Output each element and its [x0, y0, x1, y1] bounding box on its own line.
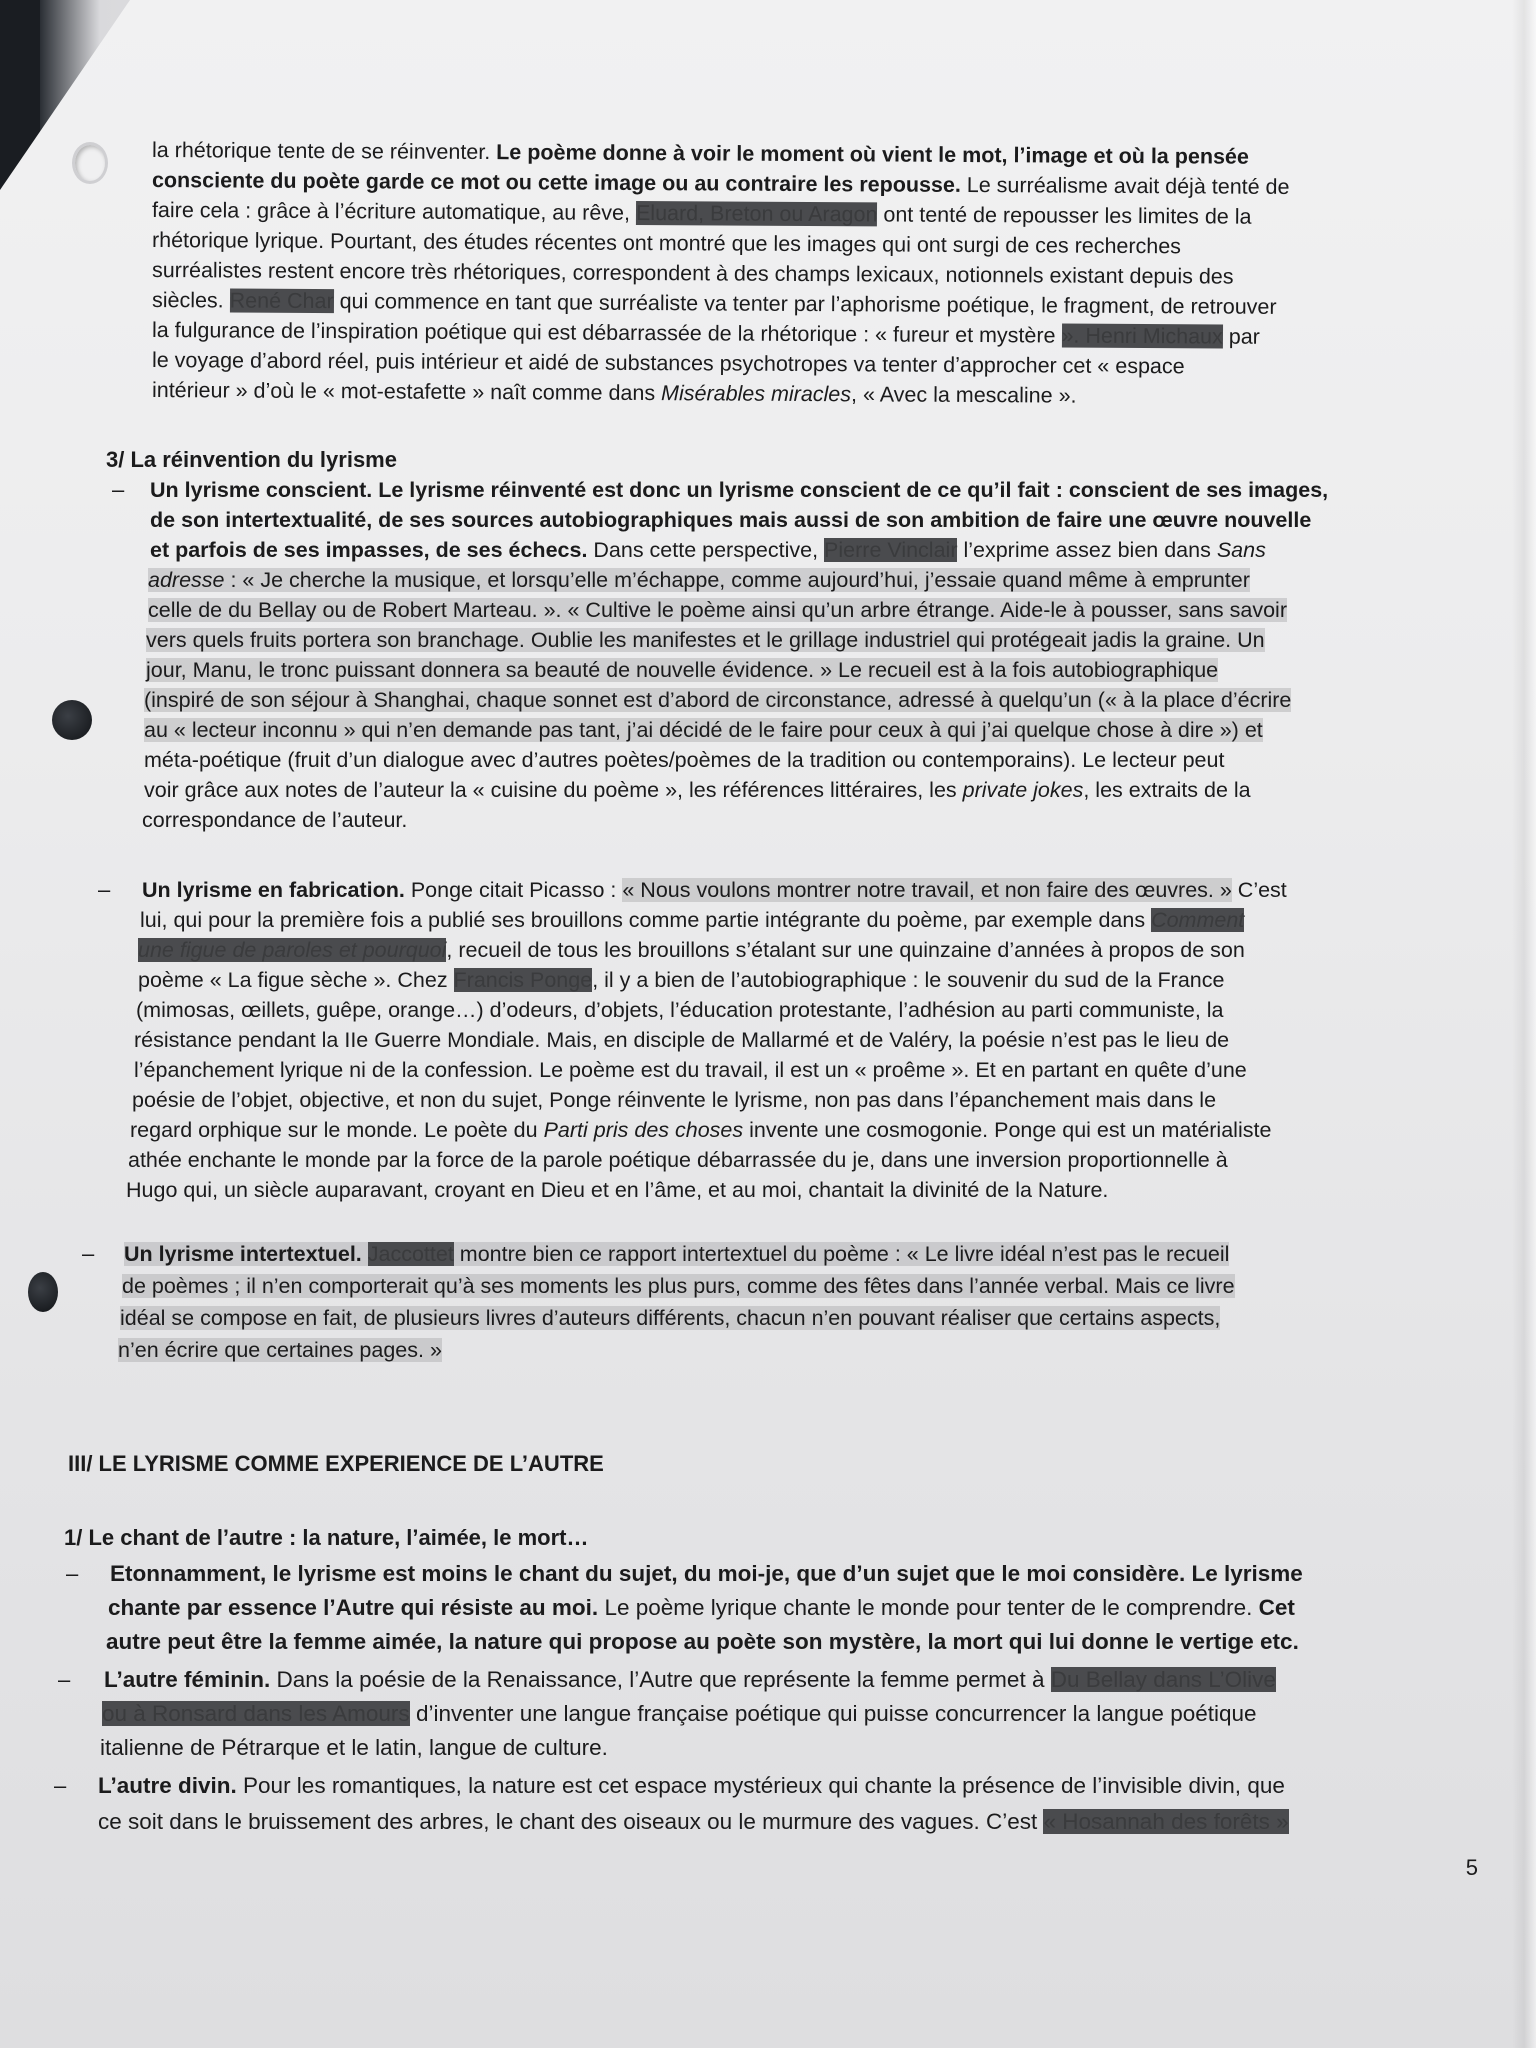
text-line: L’autre divin. Pour les romantiques, la nature est cet espace mystérieux qui chante la présence de l’invisible divin, que — [98, 1773, 1285, 1798]
text-line: idéal se compose en fait, de plusieurs livres d’auteurs différents, chacun n’en pouvant réaliser que certains aspects, — [120, 1306, 1221, 1330]
text-line: autre peut être la femme aimée, la nature qui propose au poète son mystère, la mort qui lui donne le vertige etc. — [106, 1629, 1299, 1654]
text-line: résistance pendant la IIe Guerre Mondiale. Mais, en disciple de Mallarmé et de Valéry, la poésie n’est pas le lieu de — [134, 1028, 1230, 1052]
text-line: de poèmes ; il n’en comporterait qu’à ses moments les plus purs, comme des fêtes dans l’année verbal. Mais ce livre — [122, 1274, 1235, 1298]
highlight: « Hosannah des forêts » — [1043, 1809, 1289, 1834]
text-line: le voyage d’abord réel, puis intérieur et aidé de substances psychotropes va tenter d’approcher cet « espace — [151, 348, 1185, 379]
text-line: de son intertextualité, de ses sources autobiographiques mais aussi de son ambition de faire une œuvre nouvelle — [150, 508, 1312, 532]
section-heading: III/ LE LYRISME COMME EXPERIENCE DE L’AUTRE — [68, 1451, 604, 1476]
text-line: italienne de Pétrarque et le latin, langue de culture. — [100, 1735, 608, 1760]
text-line: la rhétorique tente de se réinventer. Le poème donne à voir le moment où vient le mot, l’image et où la pensée — [151, 138, 1249, 169]
highlight: Du Bellay dans L’Olive — [1050, 1667, 1276, 1692]
highlight: Eluard, Breton ou Aragon — [635, 200, 878, 227]
text-line: vers quels fruits portera son branchage. Oublie les manifestes et le grillage industriel qui protégeait jadis la graine. Un — [146, 628, 1265, 652]
text-line: ce soit dans le bruissement des arbres, le chant des oiseaux ou le murmure des vagues. C’est « Hosannah des forêts » — [98, 1809, 1289, 1834]
text-line: voir grâce aux notes de l’auteur la « cuisine du poème », les références littéraires, les private jokes, les extraits de la — [144, 778, 1251, 802]
highlight: Pierre Vinclair — [824, 538, 958, 562]
text-line: celle de du Bellay ou de Robert Marteau. ». « Cultive le poème ainsi qu’un arbre étrange. Aide-le à pousser, sans savoir — [148, 598, 1287, 622]
text-line: Etonnamment, le lyrisme est moins le chant du sujet, du moi-je, que d’un sujet que le moi considère. Le lyrisme — [110, 1561, 1303, 1586]
page-number: 5 — [1465, 1855, 1478, 1880]
text-line: faire cela : grâce à l’écriture automatique, au rêve, Eluard, Breton ou Aragon ont tenté de repousser les limites de la — [151, 198, 1252, 229]
text-line: la fulgurance de l’inspiration poétique qui est débarrassée de la rhétorique : « fureur et mystère ». Henri Michaux par — [151, 318, 1260, 349]
text-line: n’en écrire que certaines pages. » — [118, 1338, 442, 1362]
bullet-dash: – — [82, 1241, 95, 1266]
text-line: et parfois de ses impasses, de ses échecs. Dans cette perspective, Pierre Vinclair l’exprime assez bien dans Sans — [150, 538, 1266, 562]
text-line: (mimosas, œillets, guêpe, orange…) d’odeurs, d’objets, l’éducation protestante, l’adhésion au parti communiste, la — [136, 998, 1224, 1022]
text-line: l’épanchement lyrique ni de la confession. Le poème est du travail, il est un « proême ». Et en partant en quête d’une — [134, 1058, 1247, 1082]
highlight: René Char — [229, 288, 334, 314]
highlight: ou à Ronsard dans les Amours — [102, 1701, 410, 1726]
bullet-dash: – — [112, 477, 125, 502]
text-line: rhétorique lyrique. Pourtant, des études récentes ont montré que les images qui ont surgi de ces recherches — [151, 228, 1182, 259]
text-line: correspondance de l’auteur. — [142, 808, 408, 832]
text-line: Un lyrisme intertextuel. Jaccottet montre bien ce rapport intertextuel du poème : « Le livre idéal n’est pas le recueil — [124, 1242, 1230, 1266]
text-line: intérieur » d’où le « mot-estafette » naît comme dans Misérables miracles, « Avec la mescaline ». — [151, 378, 1077, 408]
text-line: Hugo qui, un siècle auparavant, croyant en Dieu et en l’âme, et au moi, chantait la divinité de la Nature. — [126, 1178, 1109, 1202]
text-line: méta-poétique (fruit d’un dialogue avec d’autres poètes/poèmes de la tradition ou contemporains). Le lecteur peut — [144, 748, 1225, 772]
text-line: Un lyrisme conscient. Le lyrisme réinventé est donc un lyrisme conscient de ce qu’il fait : conscient de ses images, — [150, 478, 1329, 502]
text-line: consciente du poète garde ce mot ou cette image ou au contraire les repousse. Le surréalisme avait déjà tenté de — [151, 168, 1290, 199]
text-line: Un lyrisme en fabrication. Ponge citait Picasso : « Nous voulons montrer notre travail, et non faire des œuvres. » C’est — [142, 878, 1287, 902]
section-heading: 3/ La réinvention du lyrisme — [106, 447, 397, 472]
text-line: surréalistes restent encore très rhétoriques, correspondent à des champs lexicaux, notionnels existant depuis des — [151, 258, 1234, 289]
highlight: une figue de paroles et pourquoi — [138, 938, 447, 962]
bullet-dash: – — [54, 1773, 67, 1798]
text-line: au « lecteur inconnu » qui n’en demande pas tant, j’ai décidé de le faire pour ceux à qui j’ai quelque chose à dire ») et — [144, 718, 1263, 742]
subsection-heading: 1/ Le chant de l’autre : la nature, l’aimée, le mort… — [64, 1525, 589, 1550]
text-line: chante par essence l’Autre qui résiste au moi. Le poème lyrique chante le monde pour tenter de le comprendre. Cet — [108, 1595, 1295, 1620]
text-line: regard orphique sur le monde. Le poète du Parti pris des choses invente une cosmogonie. Ponge qui est un matérialiste — [130, 1118, 1272, 1142]
bullet-dash: – — [66, 1561, 79, 1586]
bullet-dash: – — [98, 877, 111, 902]
text-line: L’autre féminin. Dans la poésie de la Renaissance, l’Autre que représente la femme permet à Du Bellay dans L’Olive — [104, 1667, 1276, 1692]
text-line: poésie de l’objet, objective, et non du sujet, Ponge réinvente le lyrisme, non pas dans l’épanchement mais dans le — [132, 1088, 1217, 1112]
highlight: Francis Ponge — [453, 968, 593, 992]
highlight: ». Henri Michaux — [1061, 323, 1223, 349]
text-line: lui, qui pour la première fois a publié ses brouillons comme partie intégrante du poème, par exemple dans Comment — [140, 908, 1245, 932]
text-line: (inspiré de son séjour à Shanghai, chaque sonnet est d’abord de circonstance, adressé à quelqu’un (« à la place d’écrire — [144, 688, 1292, 712]
bullet-dash: – — [58, 1667, 71, 1692]
text-line: adresse : « Je cherche la musique, et lorsqu’elle m’échappe, comme aujourd’hui, j’essaie quand même à emprunter — [148, 568, 1250, 592]
highlight: Comment — [1151, 908, 1245, 932]
text-line: jour, Manu, le tronc puissant donnera sa beauté de nouvelle évidence. » Le recueil est à la fois autobiographique — [146, 658, 1219, 682]
text-line: une figue de paroles et pourquoi, recueil de tous les brouillons s’étalant sur une quinzaine d’années à propos de son — [138, 938, 1245, 962]
text-line: siècles. René Char qui commence en tant que surréaliste va tenter par l’aphorisme poétique, le fragment, de retrouver — [151, 288, 1277, 319]
highlight: Jaccottet — [367, 1242, 454, 1266]
text-line: poème « La figue sèche ». Chez Francis Ponge, il y a bien de l’autobiographique : le souvenir du sud de la France — [138, 968, 1225, 992]
text-line: ou à Ronsard dans les Amours d’inventer une langue française poétique qui puisse concurrencer la langue poétique — [102, 1701, 1257, 1726]
text-line: athée enchante le monde par la force de la parole poétique débarrassée du je, dans une inversion proportionnelle à — [128, 1148, 1228, 1172]
